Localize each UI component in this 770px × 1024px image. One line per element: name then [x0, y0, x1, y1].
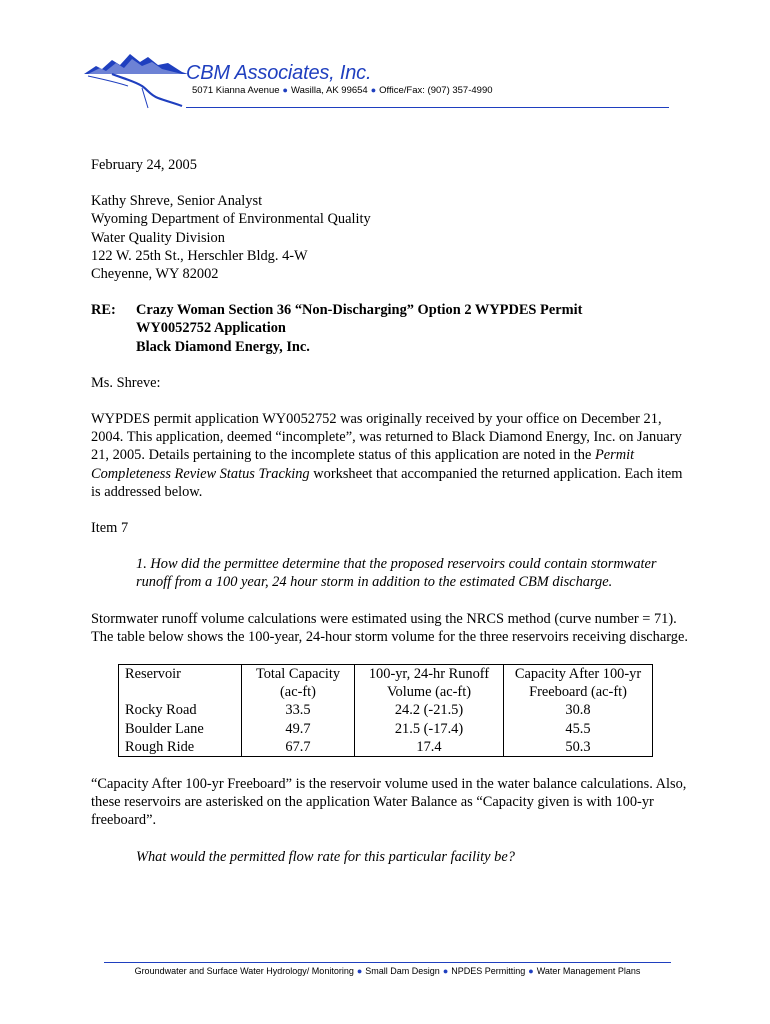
intro-text-b: worksheet that accompanied the returned application. Each item is addressed below.: [91, 465, 683, 500]
subject-line: WY0052752 Application: [136, 320, 286, 337]
address-city: Wasilla, AK 99654: [290, 85, 368, 96]
salutation: Ms. Shreve:: [91, 374, 161, 391]
stormwater-paragraph: Stormwater runoff volume calculations were estimated using the NRCS method (curve number = 71). The table below shows the 100-year, 24-hour storm volume for the three reservoirs receiving discharge.: [91, 610, 688, 645]
intro-text-a: WYPDES permit application WY0052752 was originally received by your office on December 21, 2004. This application, deemed “incomplete”, was returned to Black Diamond Energy, Inc. on January 21, 2005. Details pertaining to the incomplete status of this application are noted in the: [91, 411, 682, 464]
letter-body: [91, 156, 691, 866]
address-phone: Office/Fax: (907) 357-4990: [379, 85, 493, 96]
recipient-line: Wyoming Department of Environmental Quality: [91, 211, 371, 228]
column-header: 100-yr, 24-hr Runoff Volume (ac-ft): [355, 665, 504, 702]
bullet-dot-icon: ●: [528, 966, 534, 976]
table-header-row: [119, 665, 653, 702]
total-capacity: 33.5: [242, 701, 355, 719]
service-item: NPDES Permitting: [451, 966, 526, 976]
capacity-after-freeboard: 30.8: [504, 701, 653, 719]
reservoir-name: Boulder Lane: [119, 720, 242, 738]
service-item: Groundwater and Surface Water Hydrology/ Monitoring: [134, 966, 354, 976]
bullet-dot-icon: ●: [442, 966, 449, 976]
column-header: Capacity After 100-yr Freeboard (ac-ft): [504, 665, 653, 702]
reservoir-name: Rocky Road: [119, 701, 242, 719]
recipient-line: Cheyenne, WY 82002: [91, 266, 219, 283]
table-row: [119, 738, 653, 757]
bullet-dot-icon: ●: [370, 85, 377, 95]
footer-divider: [104, 962, 671, 963]
letterhead: [82, 48, 672, 110]
bullet-dot-icon: ●: [282, 85, 288, 95]
service-item: Small Dam Design: [365, 966, 440, 976]
total-capacity: 49.7: [242, 720, 355, 738]
recipient-line: Water Quality Division: [91, 229, 225, 246]
company-address: [192, 85, 493, 96]
header-divider: [186, 107, 669, 108]
runoff-volume: 21.5 (-17.4): [355, 720, 504, 738]
footer-services: [104, 966, 671, 976]
subject-block: [91, 301, 691, 356]
table-row: [119, 701, 653, 719]
subject-label: RE:: [91, 302, 116, 319]
company-name: CBM Associates, Inc.: [186, 62, 372, 84]
reservoir-name: Rough Ride: [119, 738, 242, 757]
intro-paragraph: [91, 410, 691, 501]
runoff-volume: 17.4: [355, 738, 504, 757]
recipient-address: [91, 192, 691, 283]
item-heading: Item 7: [91, 520, 129, 537]
letter-date: February 24, 2005: [91, 157, 197, 173]
reservoir-table: [118, 664, 653, 757]
column-header: Total Capacity (ac-ft): [242, 665, 355, 702]
worksheet-title: Permit Completeness Review Status Tracking: [91, 447, 635, 482]
freeboard-paragraph: “Capacity After 100-yr Freeboard” is the reservoir volume used in the water balance calculations. Also, these reservoirs are asterisked on the application Water Balance as “Capacity given is with 100-yr freeboard”.: [91, 776, 687, 829]
recipient-line: Kathy Shreve, Senior Analyst: [91, 193, 263, 210]
question-1: 1. How did the permittee determine that the proposed reservoirs could contain stormwater runoff from a 100 year, 24 hour storm in addition to the estimated CBM discharge.: [136, 556, 657, 591]
capacity-after-freeboard: 45.5: [504, 720, 653, 738]
table-row: [119, 720, 653, 738]
capacity-after-freeboard: 50.3: [504, 738, 653, 757]
runoff-volume: 24.2 (-21.5): [355, 701, 504, 719]
subject-line: Crazy Woman Section 36 “Non-Discharging” Option 2 WYPDES Permit: [136, 302, 583, 319]
question-2: What would the permitted flow rate for this particular facility be?: [136, 848, 515, 865]
mountain-logo-icon: [82, 48, 194, 110]
column-header: Reservoir: [119, 665, 242, 702]
bullet-dot-icon: ●: [356, 966, 363, 976]
total-capacity: 67.7: [242, 738, 355, 757]
service-item: Water Management Plans: [536, 966, 641, 976]
recipient-line: 122 W. 25th St., Herschler Bldg. 4-W: [91, 247, 308, 264]
address-street: 5071 Kianna Avenue: [192, 85, 280, 96]
subject-line: Black Diamond Energy, Inc.: [136, 338, 310, 355]
